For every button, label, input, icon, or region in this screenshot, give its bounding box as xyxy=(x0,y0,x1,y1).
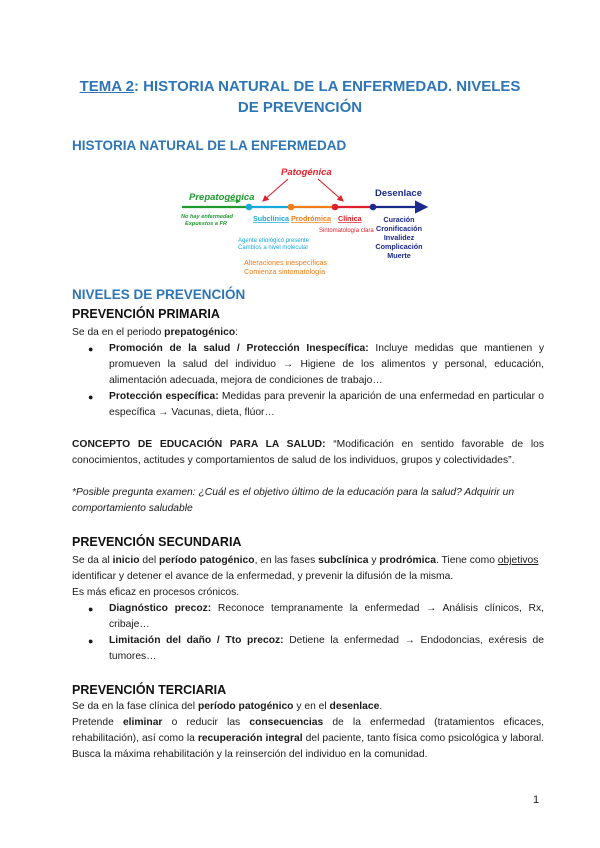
label-no-hay: No hay enfermedad xyxy=(181,214,233,220)
list-item xyxy=(88,633,544,665)
sec-bold: prodrómica xyxy=(379,555,436,566)
ter-bold: período patogénico xyxy=(197,701,294,712)
sec-text: . Tiene como xyxy=(435,555,498,566)
ter-text: de la enfermedad (tratamientos eficaces, rehabilitación), así como la xyxy=(72,717,545,744)
heading-primaria: PREVENCIÓN PRIMARIA xyxy=(72,307,220,321)
sec-bold: inicio xyxy=(112,555,140,566)
outcome-item: Cronificación xyxy=(376,224,422,233)
outcome-item: Muerte xyxy=(387,251,411,260)
ter-text: o reducir las xyxy=(162,717,250,728)
list-item-bold: Diagnóstico precoz: xyxy=(109,603,212,614)
terciaria-paragraph-1 xyxy=(72,699,544,715)
node-prodromica xyxy=(288,204,295,211)
primaria-intro-text: Se da en el periodo xyxy=(72,327,165,338)
bullet-dot: ● xyxy=(88,344,94,354)
page-number: 1 xyxy=(533,794,540,806)
list-item-text xyxy=(109,389,544,421)
label-desenlace: Desenlace xyxy=(375,188,423,199)
concepto-bold: CONCEPTO DE EDUCACIÓN PARA LA SALUD: xyxy=(72,439,326,450)
outcome-item: Curación xyxy=(383,215,415,224)
section-heading-historia: HISTORIA NATURAL DE LA ENFERMEDAD xyxy=(72,138,347,153)
label-agente: Agente etiológico presente xyxy=(238,238,310,244)
ter-bold: desenlace xyxy=(329,701,380,712)
primaria-intro-end: : xyxy=(235,327,238,338)
label-cambios: Cambios a nivel molecular xyxy=(238,245,309,251)
section-heading-niveles: NIVELES DE PREVENCIÓN xyxy=(72,287,246,302)
concepto-paragraph xyxy=(72,437,544,469)
ter-text: del paciente, tanto física como psicológica y laboral. Busca la máxima rehabilitación y la reinserción del individuo en la comunidad. xyxy=(72,733,544,760)
label-comienza: Comienza sintomatología xyxy=(244,267,326,276)
title-tema: TEMA 2 xyxy=(79,78,135,95)
terciaria-paragraph-2 xyxy=(72,715,544,763)
ter-bold: eliminar xyxy=(122,717,163,728)
outcome-list xyxy=(375,215,422,260)
label-prodromica: Prodrómica xyxy=(291,214,331,223)
ter-text: y en el xyxy=(293,701,330,712)
list-item-text xyxy=(109,341,544,389)
sec-bold: subclínica xyxy=(318,555,369,566)
sec-bold: período patogénico xyxy=(159,555,255,566)
label-prepatogenica: Prepatogénica xyxy=(189,192,255,203)
ter-text: Se da en la fase clínica del xyxy=(72,701,198,712)
list-item-body: Reconoce tempranamente la enfermedad → Análisis clínicos, Rx, cribaje… xyxy=(109,603,544,630)
bullet-dot: ● xyxy=(88,392,94,402)
title-rest: : HISTORIA NATURAL DE LA ENFERMEDAD. NIVELES xyxy=(134,78,521,95)
label-sintomatologia: Sintomatología clara xyxy=(319,228,374,234)
list-item-text xyxy=(109,633,544,665)
label-clinica: Clínica xyxy=(338,214,362,223)
sec-underline: objetivos xyxy=(497,555,539,566)
secundaria-note: Es más eficaz en procesos crónicos. xyxy=(72,587,240,598)
natural-history-diagram xyxy=(170,163,460,283)
primaria-intro-bold: prepatogénico xyxy=(164,327,236,338)
list-item-body: Detiene la enfermedad → Endodoncias, exéresis de tumores… xyxy=(109,635,544,662)
sec-text: Se da al xyxy=(72,555,113,566)
outcome-item: Invalidez xyxy=(383,233,415,242)
ter-bold: recuperación integral xyxy=(197,733,303,744)
node-clinica xyxy=(332,204,339,211)
list-item xyxy=(88,601,544,633)
title-line2: DE PREVENCIÓN xyxy=(237,99,363,116)
list-item-bold: Limitación del daño / Tto precoz: xyxy=(109,635,284,646)
heading-terciaria: PREVENCIÓN TERCIARIA xyxy=(72,683,227,697)
ter-text: . xyxy=(379,701,383,712)
concepto-text: “Modificación en sentido favorable de los conocimientos, actitudes y comportamientos de salud de los individuos, grupos y colectividades”. xyxy=(72,439,544,466)
sec-text: identificar y detener el avance de la enfermedad, y prevenir la difusión de la misma. xyxy=(72,571,454,582)
label-alteraciones: Alteraciones inespecíficas xyxy=(244,258,328,267)
page-title xyxy=(60,76,540,118)
node-desenlace xyxy=(370,204,377,211)
list-item-text xyxy=(109,601,544,633)
label-subclinica: Subclínica xyxy=(253,214,289,223)
bullet-dot: ● xyxy=(88,604,94,614)
label-expuestos: Expuestos a FR xyxy=(185,221,227,227)
list-item xyxy=(88,389,544,421)
sec-text: y xyxy=(368,555,380,566)
heading-secundaria: PREVENCIÓN SECUNDARIA xyxy=(72,535,242,549)
bullet-dot: ● xyxy=(88,636,94,646)
exam-note: *Posible pregunta examen: ¿Cuál es el objetivo último de la educación para la salud? Adquirir un comportamiento saludable xyxy=(72,487,515,514)
primaria-intro xyxy=(72,325,544,341)
label-patogenica: Patogénica xyxy=(281,167,332,178)
node-start xyxy=(246,204,253,211)
secundaria-paragraph xyxy=(72,553,544,585)
ter-bold: consecuencias xyxy=(249,717,324,728)
list-item-body: Incluye medidas que mantienen y promueven la salud del individuo → Higiene de los alimentos y personal, educación, alimentación adecuada, mejora de condiciones de trabajo… xyxy=(109,343,544,386)
sec-text: del xyxy=(139,555,160,566)
list-item-body: Medidas para prevenir la aparición de una enfermedad en particular o específica → Vacunas, dieta, flúor… xyxy=(109,391,544,418)
sec-text: , en las fases xyxy=(254,555,319,566)
ter-text: Pretende xyxy=(72,717,123,728)
list-item-bold: Protección específica: xyxy=(109,391,219,402)
arrow-pato-left xyxy=(263,179,288,201)
list-item-bold: Promoción de la salud / Protección Inespecífica: xyxy=(109,343,369,354)
outcome-item: Complicación xyxy=(375,242,423,251)
arrow-pato-right xyxy=(318,179,343,201)
list-item xyxy=(88,341,544,389)
